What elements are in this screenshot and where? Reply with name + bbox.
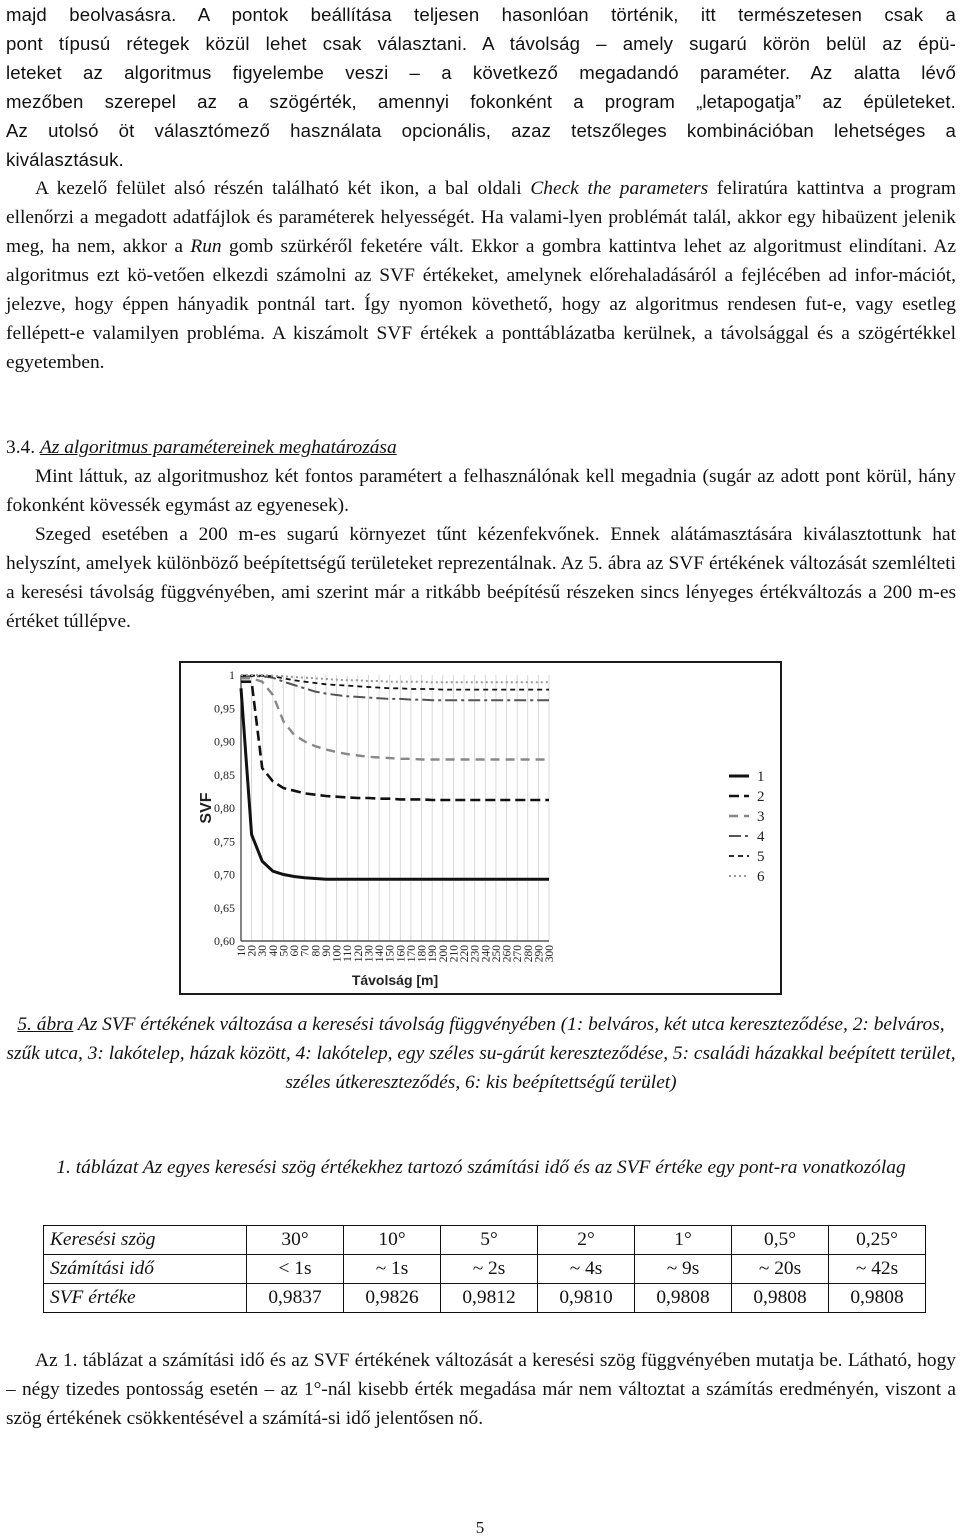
table-cell: 2° <box>538 1226 635 1255</box>
x-tick-label: 30 <box>257 945 270 957</box>
table-cell: ~ 9s <box>635 1255 732 1284</box>
y-tick-label: 0,80 <box>214 801 235 815</box>
table-cell: ~ 4s <box>538 1255 635 1284</box>
x-tick-label: 180 <box>416 945 429 963</box>
x-tick-label: 130 <box>363 945 376 963</box>
paragraph-line: mezőben szerepel az a szögérték, amennyi fokonként a program „letapogatja” az épületeket. <box>6 91 956 112</box>
table-cell: 0,9826 <box>344 1284 441 1313</box>
legend-label: 1 <box>757 769 765 785</box>
run-term: Run <box>190 236 222 257</box>
legend-label: 4 <box>757 829 765 845</box>
section-paragraph-1: Mint láttuk, az algoritmushoz két fontos paramétert a felhasználónak kell megadnia (sugár az adott pont körül, hány fokonként kövessék egymást az egyenesek). <box>6 466 956 516</box>
x-tick-label: 300 <box>544 945 556 963</box>
x-tick-label: 100 <box>331 945 344 963</box>
table-caption-text: Az egyes keresési szög értékekhez tartozó számítási idő és az SVF értéke egy pont-ra vonatkozólag <box>138 1157 906 1178</box>
section-3-4 <box>6 429 956 636</box>
x-tick-label: 110 <box>342 945 355 962</box>
table-cell: 0,9837 <box>247 1284 344 1313</box>
table-cell: < 1s <box>247 1255 344 1284</box>
row-header: Keresési szög <box>44 1226 247 1255</box>
x-tick-label: 170 <box>405 945 418 963</box>
x-tick-label: 140 <box>374 945 387 963</box>
x-axis-label: Távolság [m] <box>351 972 439 988</box>
paragraph-line: Az utolsó öt választómező használata opcionális, azaz tetszőleges kombinációban lehetséges a <box>6 120 956 141</box>
y-tick-label: 0,65 <box>214 900 235 915</box>
y-axis-label: SVF <box>198 792 215 824</box>
y-tick-label: 0,85 <box>214 767 235 782</box>
legend-label: 5 <box>757 849 765 865</box>
table-row <box>44 1226 926 1255</box>
x-tick-label: 230 <box>469 945 482 963</box>
x-tick-label: 250 <box>490 945 503 963</box>
x-tick-label: 60 <box>289 945 302 957</box>
figure-caption-text: Az SVF értékének változása a keresési távolság függvényében (1: belváros, két utca kereszteződése, 2: belváros, szűk utca, 3: lakótelep, házak között, 4: lakótelep, egy széles su-gárút kereszteződése, 5: családi házakkal beépített terület, széles útkereszteződés, 6: kis beépítettségű terület) <box>6 1014 956 1093</box>
closing-section <box>6 1346 956 1433</box>
y-tick-label: 0,60 <box>214 934 235 948</box>
y-tick-label: 0,90 <box>214 734 235 749</box>
x-tick-label: 50 <box>278 945 291 957</box>
table-cell: 5° <box>441 1226 538 1255</box>
x-tick-label: 220 <box>459 945 472 963</box>
page-number: 5 <box>475 1518 485 1537</box>
x-tick-label: 20 <box>246 945 259 957</box>
section-paragraph-2: Szeged esetében a 200 m-es sugarú környezet tűnt kézenfekvőnek. Ennek alátámasztására kiválasztottunk hat helyszínt, amelyek különböző beépítettségű területeket reprezentálnak. Az 5. ábra az SVF értékének változását szemlélteti a keresési távolság függvényében, ami szerint már a ritkább beépítésű részeken sincs lényeges értékváltozás a 200 m-es értéket túllépve. <box>6 524 956 632</box>
figure-caption <box>6 1010 956 1097</box>
table-cell: ~ 2s <box>441 1255 538 1284</box>
x-tick-label: 240 <box>480 945 493 963</box>
second-paragraph <box>6 174 956 377</box>
x-tick-label: 80 <box>310 945 323 957</box>
check-parameters-term: Check the parameters <box>530 178 709 199</box>
figure-caption-label: 5. ábra <box>17 1014 74 1035</box>
x-tick-label: 90 <box>320 945 333 957</box>
section-heading <box>6 433 956 462</box>
y-tick-label: 1 <box>229 668 235 682</box>
table-cell: 0,9812 <box>441 1284 538 1313</box>
row-header: SVF értéke <box>44 1284 247 1313</box>
x-tick-label: 150 <box>384 945 397 963</box>
x-tick-label: 190 <box>427 945 440 963</box>
paragraph-line: leteket az algoritmus figyelembe veszi – a következő megadandó paraméter. Az alatta lévő <box>6 62 956 83</box>
section-number: 3.4. <box>6 437 36 458</box>
table-row <box>44 1284 926 1313</box>
x-tick-label: 10 <box>236 945 248 957</box>
paragraph-text: A kezelő felület alsó részén található két ikon, a bal oldali <box>35 178 531 199</box>
legend-label: 3 <box>757 809 765 825</box>
paragraph-line: pont típusú rétegek közül lehet csak választani. A távolság – amely sugarú körön belül az épü- <box>6 33 956 54</box>
legend-label: 2 <box>757 789 765 805</box>
x-tick-label: 200 <box>437 945 450 963</box>
section-title: Az algoritmus paramétereinek meghatározása <box>39 437 397 458</box>
table-cell: 0,5° <box>732 1226 829 1255</box>
paragraph-text: gomb szürkéről feketére vált. Ekkor a gombra kattintva lehet az algoritmust elindítani. Az algoritmus ezt kö-vetően elkezdi számolni az SVF értékeket, amelynek előrehaladásáról a fejlécében ad infor-mációt, jelezve, hogy éppen hányadik pontnál tart. Így nyomon követhető, hogy az algoritmus rendesen fut-e, vagy esetleg fellépett-e valamilyen probléma. A kiszámolt SVF értékek a ponttáblázatba kerülnek, a távolsággal és a szögértékkel egyetemben. <box>6 236 956 373</box>
table-cell: 0,9808 <box>829 1284 926 1313</box>
table-cell: ~ 1s <box>344 1255 441 1284</box>
closing-paragraph: Az 1. táblázat a számítási idő és az SVF értékének változását a keresési szög függvényében mutatja be. Látható, hogy – négy tizedes pontosság esetén – az 1°-nál kisebb érték megadása már nem változtat a számítás eredményén, viszont a szög értékének csökkentésével a számítá-si idő jelentősen nő. <box>6 1350 956 1429</box>
paragraph-text: feliratúra kattintva a program ellenőrzi a megadott adatfájlok és paraméterek helyességét. Ha valami-lyen problémát talál, akkor egy hibaüzent jelenik meg, ha nem, akkor a <box>6 178 956 257</box>
svf-line-chart <box>181 663 780 993</box>
series-line <box>241 688 549 879</box>
paragraph-line: kiválasztásuk. <box>6 149 124 170</box>
table-cell: 1° <box>635 1226 732 1255</box>
x-tick-label: 40 <box>267 945 280 957</box>
row-header: Számítási idő <box>44 1255 247 1284</box>
table-cell: 0,9808 <box>635 1284 732 1313</box>
legend-label: 6 <box>757 869 765 885</box>
table-row <box>44 1255 926 1284</box>
table-caption-label: 1. táblázat <box>56 1157 139 1178</box>
x-tick-label: 210 <box>448 945 461 963</box>
table-cell: 30° <box>247 1226 344 1255</box>
x-tick-label: 160 <box>395 945 408 963</box>
x-tick-label: 120 <box>352 945 365 963</box>
table-cell: 0,9808 <box>732 1284 829 1313</box>
table-cell: 0,25° <box>829 1226 926 1255</box>
x-tick-label: 260 <box>501 945 514 963</box>
svf-chart-figure <box>179 661 782 995</box>
x-tick-label: 290 <box>533 945 546 963</box>
table-cell: 10° <box>344 1226 441 1255</box>
y-tick-label: 0,95 <box>214 701 235 716</box>
x-tick-label: 270 <box>512 945 525 963</box>
table-cell: ~ 20s <box>732 1255 829 1284</box>
table-caption <box>6 1153 956 1182</box>
x-tick-label: 70 <box>299 945 312 957</box>
search-angle-table <box>43 1225 926 1313</box>
top-paragraph <box>6 0 956 377</box>
y-tick-label: 0,75 <box>214 834 235 849</box>
table-cell: 0,9810 <box>538 1284 635 1313</box>
paragraph-line: majd beolvasásra. A pontok beállítása teljesen hasonlóan történik, itt természetesen csak a <box>6 4 956 25</box>
table-cell: ~ 42s <box>829 1255 926 1284</box>
y-tick-label: 0,70 <box>214 867 235 882</box>
x-tick-label: 280 <box>522 945 535 963</box>
